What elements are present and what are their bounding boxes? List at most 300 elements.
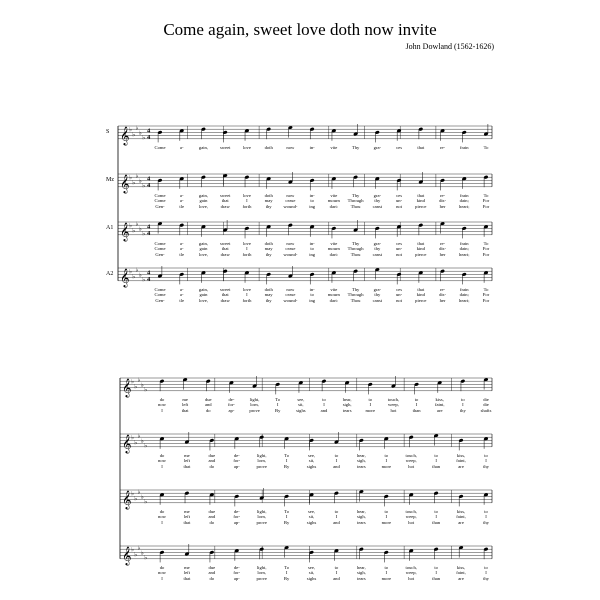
- lyric-syllable: gain: [199, 292, 208, 298]
- flat-sign-icon: ♭: [135, 221, 139, 229]
- lyric-syllable: for-: [228, 402, 235, 408]
- lyric-syllable: hear,: [342, 396, 352, 402]
- treble-clef-icon: 𝄞: [120, 125, 130, 145]
- lyric-syllable: cease: [285, 246, 296, 252]
- lyric-syllable: thy: [459, 408, 466, 413]
- lyric-syllable: dart:: [329, 252, 339, 257]
- lyric-syllable: me: [184, 452, 190, 458]
- flat-sign-icon: ♭: [137, 377, 141, 385]
- lyric-syllable: Come: [154, 286, 166, 292]
- lyric-syllable: tears: [357, 576, 366, 581]
- lyric-syllable: dain;: [459, 292, 469, 298]
- flat-sign-icon: ♭: [134, 439, 138, 447]
- lyric-syllable: I: [335, 458, 338, 464]
- lyric-syllable: frain: [459, 240, 469, 246]
- lyric-syllable: not: [396, 252, 402, 257]
- flat-sign-icon: ♭: [142, 230, 146, 238]
- lyric-syllable: thy: [374, 198, 381, 204]
- lyric-syllable: hear,: [356, 452, 366, 458]
- lyric-syllable: I: [246, 198, 248, 204]
- flat-sign-icon: ♭: [134, 383, 138, 391]
- flat-sign-icon: ♭: [142, 134, 146, 142]
- lyric-syllable: now: [286, 144, 295, 150]
- lyric-syllable: sighs: [296, 408, 306, 413]
- lyric-syllable: canst: [372, 252, 383, 257]
- lyric-syllable: Gen-: [155, 298, 165, 303]
- lyric-syllable: prove: [256, 464, 267, 469]
- lyric-syllable: For: [482, 298, 490, 303]
- lyric-syllable: see,: [308, 564, 316, 570]
- lyric-syllable: love: [242, 144, 251, 150]
- lyric-syllable: By: [283, 576, 290, 581]
- lyric-syllable: sighs: [306, 464, 317, 469]
- lyric-syllable: hot: [408, 464, 415, 469]
- lyric-syllable: doth: [264, 144, 273, 150]
- lyric-syllable: a-: [179, 246, 184, 252]
- time-signature-top: 4: [147, 269, 151, 277]
- lyric-syllable: ing: [309, 252, 316, 257]
- lyric-syllable: heart;: [459, 252, 470, 257]
- lyric-syllable: hear,: [356, 564, 366, 570]
- lyric-syllable: kiss,: [456, 508, 466, 514]
- lyric-syllable: vite: [330, 192, 338, 198]
- lyric-syllable: faint,: [434, 402, 445, 408]
- lyric-syllable: de-: [233, 508, 240, 514]
- lyric-syllable: lorn,: [257, 458, 266, 464]
- lyric-syllable: more: [381, 576, 392, 581]
- lyric-syllable: sighs: [306, 520, 317, 525]
- lyric-syllable: Come: [154, 240, 166, 246]
- lyric-syllable: faint,: [456, 514, 466, 520]
- lyric-syllable: to: [310, 198, 314, 204]
- lyric-syllable: and: [208, 570, 216, 576]
- lyric-syllable: frain: [459, 286, 469, 292]
- lyric-syllable: and: [208, 514, 216, 520]
- lyric-syllable: dis-: [439, 198, 446, 204]
- lyric-syllable: vite: [330, 240, 338, 246]
- voice-label-s: S: [106, 129, 110, 135]
- lyric-syllable: canst: [372, 204, 383, 209]
- flat-sign-icon: ♭: [140, 493, 144, 501]
- lyric-syllable: heart;: [459, 204, 470, 209]
- lyric-syllable: thy: [374, 292, 381, 298]
- lyric-syllable: Thou: [350, 204, 361, 209]
- lyric-syllable: for-: [233, 570, 241, 576]
- lyric-syllable: sigh,: [356, 570, 366, 576]
- lyric-syllable: For: [482, 246, 490, 252]
- lyric-syllable: in-: [309, 192, 315, 198]
- lyric-syllable: sweet: [219, 144, 231, 150]
- lyric-syllable: me: [184, 508, 190, 514]
- lyric-syllable: de-: [233, 564, 240, 570]
- lyric-syllable: thy: [374, 246, 381, 252]
- lyric-syllable: light,: [256, 564, 267, 570]
- lyric-syllable: Thy: [351, 240, 360, 246]
- lyric-syllable: that: [417, 286, 425, 292]
- lyric-syllable: for-: [233, 458, 241, 464]
- lyric-syllable: to: [434, 508, 438, 514]
- lyric-syllable: than: [432, 464, 441, 469]
- lyric-syllable: that: [181, 408, 189, 413]
- lyric-syllable: For: [482, 252, 490, 257]
- lyric-syllable: dain;: [459, 246, 469, 252]
- lyric-syllable: wound-: [283, 204, 298, 209]
- lyric-syllable: prove: [249, 408, 260, 413]
- lyric-syllable: and: [333, 520, 340, 525]
- flat-sign-icon: ♭: [129, 174, 132, 182]
- lyric-syllable: not: [396, 204, 402, 209]
- lyric-syllable: tears: [357, 520, 366, 525]
- lyric-syllable: touch,: [387, 396, 400, 402]
- flat-sign-icon: ♭: [129, 126, 132, 134]
- lyric-syllable: do: [159, 396, 165, 402]
- lyric-syllable: see,: [308, 452, 316, 458]
- lyric-syllable: to: [384, 452, 389, 458]
- flat-sign-icon: ♭: [144, 442, 148, 450]
- lyric-syllable: Through: [347, 292, 364, 298]
- lyric-syllable: love: [242, 286, 251, 292]
- lyric-syllable: in-: [309, 144, 315, 150]
- lyric-syllable: that: [183, 576, 191, 581]
- lyric-syllable: ap-: [233, 576, 240, 581]
- flat-sign-icon: ♭: [138, 129, 142, 137]
- lyric-syllable: ap-: [228, 408, 235, 413]
- lyric-syllable: pierce: [415, 204, 427, 209]
- lyric-syllable: un-: [396, 198, 403, 204]
- lyric-syllable: to: [384, 508, 389, 514]
- lyric-syllable: sit,: [308, 458, 315, 464]
- lyric-syllable: ing: [309, 204, 316, 209]
- lyric-syllable: light,: [256, 452, 267, 458]
- lyric-syllable: due: [204, 396, 212, 402]
- lyric-syllable: touch,: [405, 564, 417, 570]
- lyric-syllable: die: [483, 396, 489, 402]
- lyric-syllable: in-: [309, 286, 315, 292]
- lyric-syllable: in-: [309, 240, 315, 246]
- lyric-syllable: gain: [199, 246, 208, 252]
- lyric-syllable: Gen-: [155, 204, 165, 209]
- lyric-syllable: may: [264, 292, 273, 298]
- lyric-syllable: thy: [483, 520, 489, 525]
- treble-clef-icon: 𝄞: [122, 489, 132, 509]
- lyric-syllable: ap-: [233, 520, 240, 525]
- lyric-syllable: kiss,: [456, 452, 466, 458]
- lyric-syllable: now: [286, 286, 295, 292]
- flat-sign-icon: ♭: [138, 225, 142, 233]
- lyric-syllable: doth: [264, 286, 273, 292]
- lyric-syllable: to: [434, 564, 438, 570]
- lyric-syllable: Thy: [351, 144, 360, 150]
- lyric-syllable: Through: [347, 198, 364, 204]
- lyric-syllable: kiss,: [456, 564, 466, 570]
- lyric-syllable: to: [334, 564, 339, 570]
- flat-sign-icon: ♭: [142, 182, 146, 190]
- lyric-syllable: do: [209, 520, 215, 525]
- flat-sign-icon: ♭: [131, 546, 134, 554]
- lyric-syllable: hot: [408, 520, 415, 525]
- flat-sign-icon: ♭: [132, 179, 136, 187]
- lyric-syllable: frain: [459, 192, 469, 198]
- lyric-syllable: gra-: [373, 286, 382, 292]
- flat-sign-icon: ♭: [135, 173, 139, 181]
- lyric-syllable: To: [483, 286, 489, 292]
- lyric-syllable: I: [435, 458, 437, 464]
- flat-sign-icon: ♭: [144, 386, 148, 394]
- lyric-syllable: to: [310, 292, 314, 298]
- flat-sign-icon: ♭: [137, 433, 141, 441]
- treble-clef-icon: 𝄞: [120, 173, 130, 193]
- lyric-syllable: I: [285, 570, 288, 576]
- lyric-syllable: ces: [396, 240, 402, 246]
- lyric-syllable: faint,: [456, 570, 466, 576]
- lyric-syllable: do: [209, 464, 215, 469]
- lyric-syllable: sigh,: [342, 402, 352, 408]
- lyric-syllable: and: [320, 408, 328, 413]
- lyric-syllable: To: [483, 192, 489, 198]
- lyric-syllable: I: [485, 458, 487, 464]
- time-signature-top: 4: [147, 127, 151, 135]
- lyric-syllable: shafts: [480, 408, 492, 413]
- lyric-syllable: love,: [198, 298, 208, 303]
- lyric-syllable: I: [485, 570, 487, 576]
- lyric-syllable: tle: [179, 298, 185, 303]
- flat-sign-icon: ♭: [144, 554, 148, 562]
- lyric-syllable: me: [182, 396, 188, 402]
- lyric-syllable: see,: [308, 508, 316, 514]
- lyric-syllable: left: [183, 514, 190, 520]
- lyric-syllable: pierce: [415, 252, 427, 257]
- lyric-syllable: a-: [179, 198, 184, 204]
- lyric-syllable: I: [385, 570, 388, 576]
- flat-sign-icon: ♭: [131, 378, 134, 386]
- lyric-syllable: vite: [330, 144, 338, 150]
- lyric-syllable: thy: [265, 252, 272, 257]
- lyric-syllable: thy: [483, 464, 489, 469]
- lyric-syllable: forth: [242, 252, 252, 257]
- lyric-syllable: I: [435, 514, 437, 520]
- lyric-syllable: do: [209, 576, 215, 581]
- lyric-syllable: de-: [233, 452, 240, 458]
- lyric-syllable: are: [458, 576, 464, 581]
- flat-sign-icon: ♭: [137, 489, 141, 497]
- lyric-syllable: dis-: [439, 246, 446, 252]
- lyric-syllable: lorn,: [250, 402, 259, 408]
- lyric-syllable: I: [161, 464, 163, 469]
- lyric-syllable: re-: [439, 144, 446, 150]
- lyric-syllable: For: [482, 204, 490, 209]
- lyric-syllable: To: [483, 240, 489, 246]
- lyric-syllable: I: [285, 514, 288, 520]
- lyric-syllable: to: [484, 452, 488, 458]
- lyric-syllable: Come: [154, 198, 166, 204]
- lyric-syllable: re-: [439, 192, 446, 198]
- lyric-syllable: that: [221, 292, 229, 298]
- lyric-syllable: prove: [256, 520, 267, 525]
- lyric-syllable: Thou: [350, 298, 361, 303]
- lyric-syllable: faint,: [456, 458, 466, 464]
- lyric-syllable: sit,: [308, 514, 315, 520]
- lyric-syllable: un-: [396, 246, 403, 252]
- lyric-syllable: I: [246, 246, 248, 252]
- lyric-syllable: gain,: [198, 144, 208, 150]
- score-title: Come again, sweet love doth now invite: [163, 20, 437, 39]
- lyric-syllable: left: [183, 570, 190, 576]
- lyric-syllable: I: [462, 402, 464, 408]
- lyric-syllable: than: [432, 576, 441, 581]
- lyric-syllable: and: [333, 576, 340, 581]
- lyric-syllable: that: [417, 240, 425, 246]
- lyric-syllable: dis-: [439, 292, 446, 298]
- lyric-syllable: sweet: [219, 240, 231, 246]
- lyric-syllable: gain,: [198, 286, 208, 292]
- lyric-syllable: I: [161, 576, 163, 581]
- lyric-syllable: Come: [154, 246, 166, 252]
- lyric-syllable: to: [434, 452, 438, 458]
- lyric-syllable: are: [458, 464, 464, 469]
- lyric-syllable: a-: [179, 292, 184, 298]
- lyric-syllable: may: [264, 198, 273, 204]
- flat-sign-icon: ♭: [134, 551, 138, 559]
- flat-sign-icon: ♭: [129, 222, 132, 230]
- lyric-syllable: love,: [198, 252, 208, 257]
- time-signature-bottom: 4: [147, 133, 151, 141]
- flat-sign-icon: ♭: [138, 271, 142, 279]
- lyric-syllable: sit,: [308, 570, 315, 576]
- lyric-syllable: I: [415, 402, 418, 408]
- lyric-syllable: lorn,: [257, 514, 266, 520]
- lyric-syllable: and: [333, 464, 340, 469]
- flat-sign-icon: ♭: [131, 434, 134, 442]
- lyric-syllable: and: [208, 458, 216, 464]
- lyric-syllable: For: [482, 198, 490, 204]
- lyric-syllable: than: [432, 520, 441, 525]
- lyric-syllable: to: [384, 564, 389, 570]
- lyric-syllable: mourn: [327, 246, 340, 252]
- lyric-syllable: canst: [372, 298, 383, 303]
- lyric-syllable: hear,: [356, 508, 366, 514]
- lyric-syllable: For: [482, 292, 490, 298]
- lyric-syllable: weep,: [405, 458, 417, 464]
- flat-sign-icon: ♭: [135, 125, 139, 133]
- lyric-syllable: vite: [330, 286, 338, 292]
- lyric-syllable: that: [221, 246, 229, 252]
- lyric-syllable: and: [204, 402, 212, 408]
- lyric-syllable: Thy: [351, 192, 360, 198]
- lyric-syllable: more: [365, 408, 376, 413]
- time-signature-bottom: 4: [147, 275, 151, 283]
- lyric-syllable: not: [396, 298, 402, 303]
- lyric-syllable: ing: [309, 298, 316, 303]
- lyric-syllable: cease: [285, 198, 296, 204]
- lyric-syllable: due: [208, 508, 216, 514]
- lyric-syllable: to: [322, 396, 326, 402]
- lyric-syllable: see,: [297, 396, 305, 402]
- lyric-syllable: that: [183, 520, 191, 525]
- lyric-syllable: draw: [220, 204, 230, 209]
- treble-clef-icon: 𝄞: [120, 267, 130, 287]
- lyric-syllable: mourn: [327, 198, 340, 204]
- lyric-syllable: doth: [264, 192, 273, 198]
- lyric-syllable: her: [439, 204, 446, 209]
- lyric-syllable: sigh,: [356, 514, 366, 520]
- flat-sign-icon: ♭: [134, 495, 138, 503]
- lyric-syllable: sighs: [306, 576, 317, 581]
- lyric-syllable: due: [208, 564, 216, 570]
- lyric-syllable: love,: [198, 204, 208, 209]
- lyric-syllable: her: [439, 252, 446, 257]
- lyric-syllable: un-: [396, 292, 403, 298]
- lyric-syllable: mourn: [327, 292, 340, 298]
- lyric-syllable: than: [412, 408, 421, 413]
- flat-sign-icon: ♭: [132, 227, 136, 235]
- lyric-syllable: do: [159, 452, 165, 458]
- lyric-syllable: wound-: [283, 298, 298, 303]
- lyric-syllable: I: [335, 570, 338, 576]
- lyric-syllable: Thou: [350, 252, 361, 257]
- lyric-syllable: wound-: [283, 252, 298, 257]
- lyric-syllable: hot: [390, 408, 397, 413]
- lyric-syllable: hot: [408, 576, 415, 581]
- lyric-syllable: a-: [179, 192, 184, 198]
- lyric-syllable: ap-: [233, 464, 240, 469]
- lyric-syllable: to: [484, 508, 488, 514]
- lyric-syllable: touch,: [405, 508, 417, 514]
- flat-sign-icon: ♭: [140, 381, 144, 389]
- lyric-syllable: now: [286, 240, 295, 246]
- lyric-syllable: are: [458, 520, 464, 525]
- lyric-syllable: Come: [154, 292, 166, 298]
- lyric-syllable: frain: [459, 144, 469, 150]
- lyric-syllable: doth: [264, 240, 273, 246]
- lyric-syllable: draw: [220, 298, 230, 303]
- lyric-syllable: tle: [179, 252, 185, 257]
- lyric-syllable: re-: [439, 286, 446, 292]
- lyric-syllable: to: [484, 564, 488, 570]
- flat-sign-icon: ♭: [132, 131, 136, 139]
- lyric-syllable: draw: [220, 252, 230, 257]
- lyric-syllable: ces: [396, 192, 402, 198]
- flat-sign-icon: ♭: [132, 273, 136, 281]
- treble-clef-icon: 𝄞: [120, 221, 130, 241]
- lyric-syllable: lorn,: [257, 570, 266, 576]
- lyric-syllable: I: [369, 402, 372, 408]
- lyric-syllable: weep,: [405, 514, 417, 520]
- lyric-syllable: Thy: [351, 286, 360, 292]
- lyric-syllable: love: [242, 192, 251, 198]
- lyric-syllable: To: [284, 452, 290, 458]
- lyric-syllable: that: [417, 144, 425, 150]
- lyric-syllable: to: [414, 396, 419, 402]
- lyric-syllable: now: [158, 570, 166, 576]
- lyric-syllable: I: [435, 570, 437, 576]
- lyric-syllable: By: [283, 464, 290, 469]
- lyric-syllable: To: [483, 144, 489, 150]
- lyric-syllable: a-: [179, 144, 184, 150]
- time-signature-bottom: 4: [147, 181, 151, 189]
- composer-credit: John Dowland (1562-1626): [405, 42, 494, 51]
- lyric-syllable: I: [285, 458, 288, 464]
- lyric-syllable: I: [161, 520, 163, 525]
- voice-label-a1: A1: [106, 225, 114, 231]
- lyric-syllable: gra-: [373, 144, 382, 150]
- time-signature-top: 4: [147, 175, 151, 183]
- lyric-syllable: to: [368, 396, 373, 402]
- lyric-syllable: dart:: [329, 204, 339, 209]
- lyric-syllable: left: [182, 402, 189, 408]
- lyric-syllable: I: [385, 514, 388, 520]
- lyric-syllable: may: [264, 246, 273, 252]
- lyric-syllable: gra-: [373, 240, 382, 246]
